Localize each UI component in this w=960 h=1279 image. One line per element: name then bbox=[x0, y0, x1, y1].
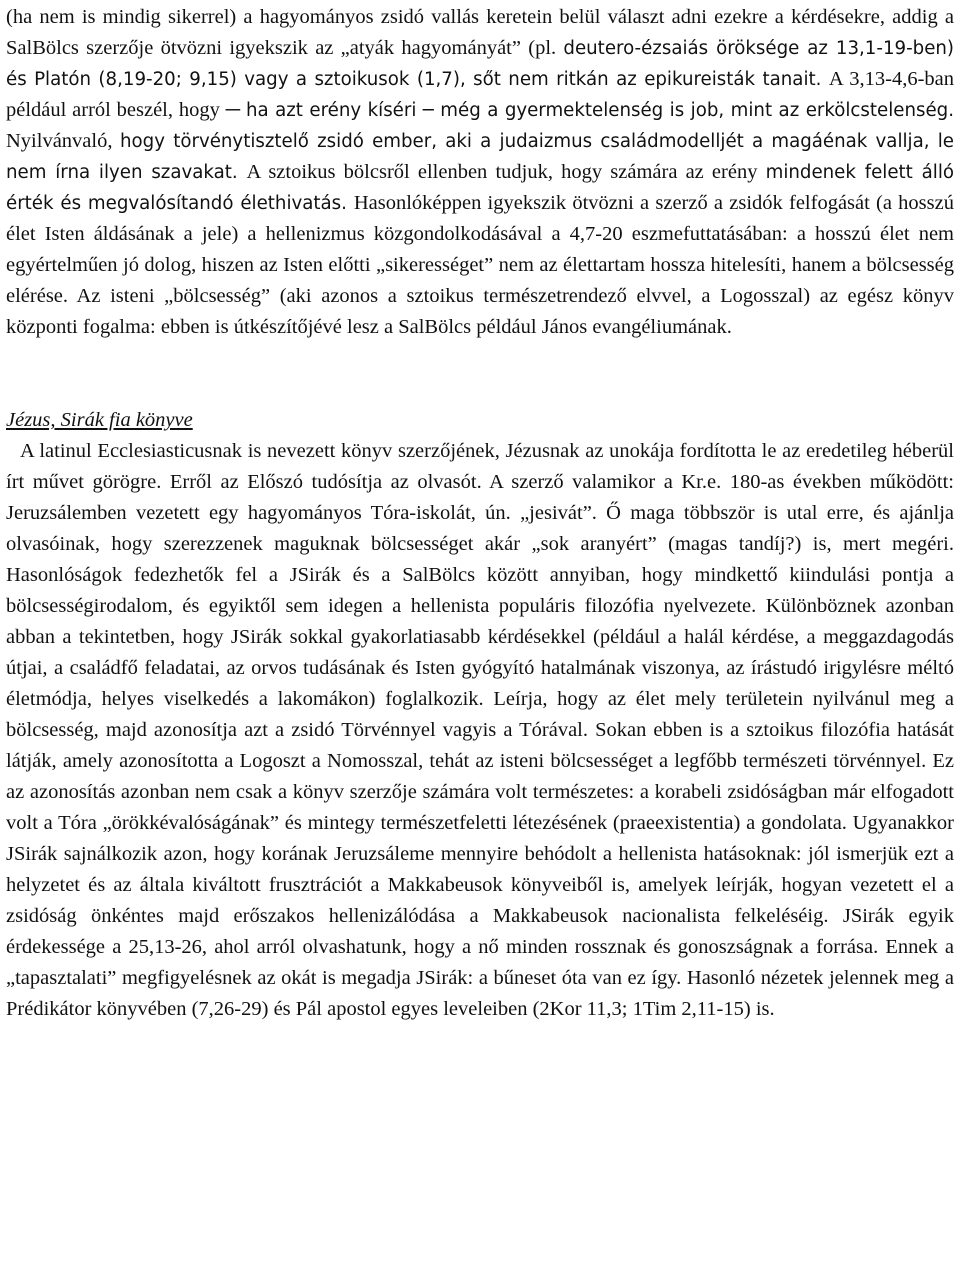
text-line: A sztoikus bölcsről ellenben tudjuk, hogy számára az erény bbox=[246, 161, 766, 183]
text-line: ha azt erény kíséri ─ még a gyermektelenség is job, mint az erkölcstelenség. bbox=[245, 100, 954, 121]
text-line: a kérdésekre, addig a SalBölcs szerzője ötvözni igyekszik az „atyák hagyományát” (pl. bbox=[6, 6, 954, 59]
section-body: A latinul Ecclesiasticusnak is nevezett könyv szerzőjének, Jézusnak az unokája fordította le az eredetileg héberül írt művet görögre. Erről az Előszó tudósítja az olvasót. A szerző valamikor a Kr.e. 180-as években működött: Jeruzsálemben vezetett egy hagyományos Tóra-iskolát, ún. „jesivát”. Ő maga többször is utal erre, és ajánlja olvasóinak, hogy szerezzenek maguknak bölcsességet akár „sok aranyért” (magas tandíj?) is, mert megéri. Hasonlóságok fedezhetők fel a JSirák és a SalBölcs között annyiban, hogy mindkettő kiindulási pontja a bölcsességirodalom, és egyiktől sem idegen a hellenista populáris filozófia nyelvezete. Különböznek azonban abban a tekintetben, hogy JSirák sokkal gyakorlatiasabb kérdésekkel (például a halál kérdése, a meggazdagodás útjai, a családfő feladatai, az orvos tudásának és Isten gyógyító hatalmának viszonya, az írástudó irigylésre méltó életmódja, helyes viselkedés a lakomákon) foglalkozik. Leírja, hogy az élet mely területein nyilvánul meg a bölcsesség, majd azonosítja azt a zsidó Törvénnyel vagyis a Tórával. Sokan ebben is a sztoikus filozófia hatását látják, amely azonosította a Logoszt a Nomosszal, tehát az isteni bölcsességet a legfőbb természeti törvénnyel. Ez az azonosítás azonban nem csak a könyv szerzője számára volt természetes: a korabeli zsidóságban már elfogadott volt a Tóra „örökkévalóságának” és mintegy természetfeletti létezésének (praeexistentia) a gondolata. Ugyanakkor JSirák sajnálkozik azon, hogy korának Jeruzsáleme mennyire behódolt a hellenista hatásoknak: jól ismerjük ezt a helyzetet és az általa kiváltott frusztrációt a Makkabeusok könyveiből is, amelyek leírják, hogyan vezetett el a zsidóság önkéntes majd erőszakos hellenizálódása a Makkabeusok nacionalista felkeléséig. JSirák egyik érdekessége a 25,13-26, ahol arról olvashatunk, hogy a nő minden rossznak és gonoszságnak a forrása. Ennek a „tapasztalati” megfigyelésnek az okát is megadja JSirák: a bűneset óta van ez így. Hasonló nézetek jelennek meg a Prédikátor könyvében (7,26-29) és Pál apostol egyes leveleiben (2Kor 11,3; 1Tim 2,11-15) is. bbox=[6, 440, 954, 1020]
text-body: ötvözni a szerző a zsidók felfogását (a hosszú élet Isten áldásának a jele) a hellenizmus közgondolkodásával a 4,7-20 eszmefuttatásában: a hosszú élet nem egyértelműen jó dolog, hiszen az Isten előtti „sikerességet” nem az élettartam hossza hitelesíti, hanem a bölcsesség elérése. Az isteni „bölcsesség” (aki azonos a sztoikus természetrendező elvvel, a Logosszal) az egész könyv központi fogalma: ebben is útkészítőjévé lesz a SalBölcs például János evangéliumának. bbox=[6, 192, 954, 338]
text-line: nem írna ilyen szavakat. bbox=[6, 162, 247, 183]
section-gap bbox=[6, 343, 954, 405]
text-line: Nyilvánvaló, bbox=[6, 130, 121, 152]
text-line: A 3,13-4,6-ban például arról beszél, hogy ─ bbox=[6, 68, 955, 121]
section-heading: Jézus, Sirák fia könyve bbox=[6, 409, 193, 431]
text-line: Hasonlóképpen igyekszik bbox=[353, 192, 573, 214]
text-line: deutero-ézsaiás öröksége az 13,1-19-ben) és Platón (8,19-20; 9,15) vagy a sztoikusok bbox=[6, 38, 955, 90]
intro-paragraph bbox=[6, 2, 954, 343]
text-line: (ha nem is mindig sikerrel) a hagyományos zsidó vallás keretein belül választ adni ezekre bbox=[6, 6, 775, 28]
text-line: mindenek felett álló érték és megvalósítandó élethivatás. bbox=[6, 162, 955, 214]
text-line: hogy törvénytisztelő zsidó ember, aki a judaizmus családmodelljét a magáénak vallja, le bbox=[120, 131, 954, 152]
text-line: (1,7), sőt nem ritkán az epikureisták tanait. bbox=[416, 69, 829, 90]
